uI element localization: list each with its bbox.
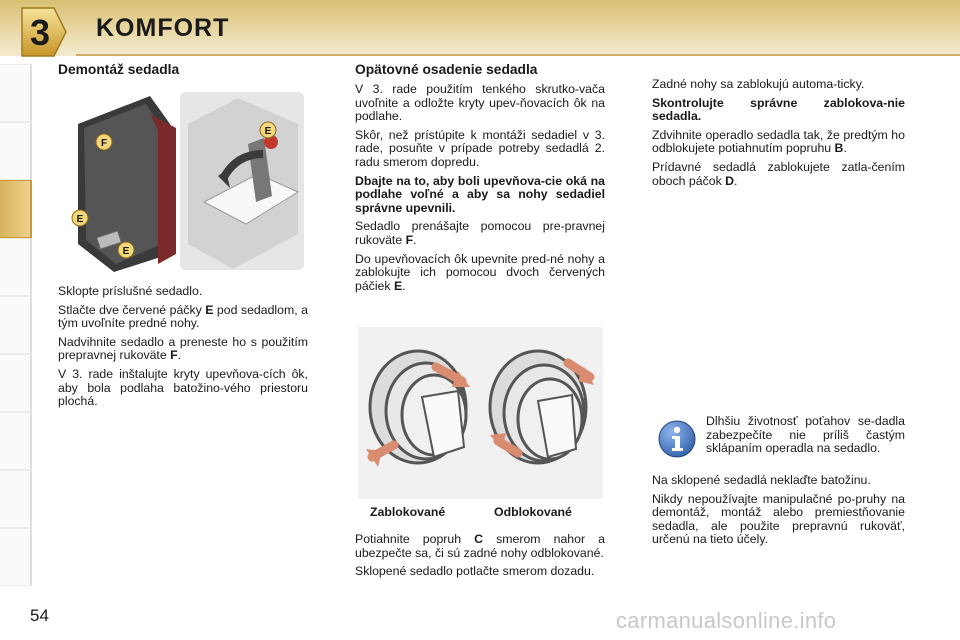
side-tabs bbox=[0, 60, 34, 580]
label-e-badge bbox=[118, 242, 134, 258]
side-tab[interactable] bbox=[0, 238, 32, 296]
seat-back bbox=[84, 104, 162, 264]
info-note bbox=[652, 412, 905, 472]
paragraph: Sedadlo prenášajte pomocou pre-pravnej rukoväte F. bbox=[355, 219, 605, 247]
right-text bbox=[652, 78, 905, 193]
figure-label: E bbox=[76, 214, 84, 225]
chapter-badge-icon bbox=[14, 4, 70, 60]
side-tab-active[interactable] bbox=[0, 180, 32, 238]
side-tab[interactable] bbox=[0, 412, 32, 470]
info-icon bbox=[658, 420, 696, 458]
figure-label: E bbox=[122, 246, 130, 257]
refit-text-bottom bbox=[355, 533, 605, 584]
caption-unlocked: Odblokované bbox=[494, 505, 572, 519]
chapter-header bbox=[0, 0, 960, 60]
figure-label: E bbox=[264, 126, 272, 137]
locked-anchor bbox=[366, 351, 470, 467]
paragraph: Zdvihnite operadlo sedadla tak, že predtým ho odblokujete potiahnutím popruhu B. bbox=[652, 127, 905, 156]
paragraph: Sklopte príslušné sedadlo. bbox=[58, 284, 203, 298]
key-letter: F bbox=[405, 232, 414, 247]
chapter-title: KOMFORT bbox=[96, 14, 230, 42]
paragraph-bold: Skontrolujte správne zablokova-nie sedadla. bbox=[652, 95, 905, 124]
paragraph: Stlačte dve červené páčky E pod sedadlom, a tým uvoľníte predné nohy. bbox=[58, 302, 308, 331]
paragraph: Nadvihnite sedadlo a preneste ho s použitím prepravnej rukoväte F. bbox=[58, 334, 308, 363]
seat-removal-illustration bbox=[58, 84, 308, 274]
label-f-badge bbox=[96, 134, 112, 150]
key-letter: C bbox=[474, 532, 484, 546]
paragraph: Potiahnite popruh C smerom nahor a ubezpečte sa, či sú zadné nohy odblokované. bbox=[355, 532, 605, 560]
watermark: carmanualsonline.info bbox=[616, 608, 837, 633]
paragraph: Prídavné sedadlá zablokujete zatla-čením oboch páčok D. bbox=[652, 159, 905, 188]
paragraph: Zadné nohy sa zablokujú automa-ticky. bbox=[652, 77, 865, 91]
key-letter: E bbox=[205, 302, 214, 317]
section-heading-removal: Demontáž sedadla bbox=[58, 62, 180, 77]
section-heading-refit: Opätovné osadenie sedadla bbox=[355, 62, 538, 77]
info-text: Dlhšiu životnosť poťahov se-dadla zabezpečíte nie príliš častým sklápaním operadla na sedadlo. bbox=[706, 414, 905, 456]
paragraph-bold: Dbajte na to, aby boli upevňova-cie oká na podlahe voľné a aby sa nohy sedadiel správne upevnili. bbox=[355, 173, 605, 215]
key-letter: E bbox=[393, 278, 403, 293]
figure-label: F bbox=[100, 138, 108, 149]
side-tab[interactable] bbox=[0, 470, 32, 528]
paragraph: V 3. rade použitím tenkého skrutko-vača uvoľnite a odložte kryty upev-ňovacích ôk na podlahe. bbox=[355, 82, 605, 124]
paragraph: Skôr, než prístúpite k montáži sedadiel v 3. rade, posuňte v prípade potreby sedadlá 2. radu smerom dopredu. bbox=[355, 127, 605, 169]
key-letter: B bbox=[834, 141, 844, 156]
label-e-badge bbox=[260, 122, 276, 138]
paragraph: Do upevňovacích ôk upevnite pred-né nohy a zablokujte ich pomocou dvoch červených páčiek E. bbox=[355, 251, 605, 293]
lock-state-illustration bbox=[358, 327, 603, 499]
label-e-badge bbox=[72, 210, 88, 226]
paragraph: Sklopené sedadlo potlačte smerom dozadu. bbox=[355, 564, 595, 579]
removal-text bbox=[58, 285, 308, 414]
side-tab[interactable] bbox=[0, 354, 32, 412]
side-tab[interactable] bbox=[0, 296, 32, 354]
side-tab[interactable] bbox=[0, 528, 32, 586]
right-text-bottom bbox=[652, 474, 905, 552]
refit-text bbox=[355, 83, 605, 298]
page-number: 54 bbox=[30, 606, 49, 625]
paragraph: V 3. rade inštalujte kryty upevňova-cích ôk, aby bola podlaha batožino-vého priestoru plochá. bbox=[58, 366, 308, 409]
paragraph: Nikdy nepoužívajte manipulačné po-pruhy na demontáž, montáž alebo premiestňovanie sedadla, ale použite prepravnú rukoväť, určenú na tieto účely. bbox=[652, 491, 905, 547]
header-rule bbox=[76, 54, 960, 56]
side-tab[interactable] bbox=[0, 64, 32, 122]
chapter-number: 3 bbox=[29, 12, 51, 53]
caption-locked: Zablokované bbox=[370, 505, 446, 519]
key-letter: D bbox=[725, 173, 735, 188]
key-letter: F bbox=[170, 348, 178, 363]
side-tab[interactable] bbox=[0, 122, 32, 180]
paragraph: Na sklopené sedadlá neklaďte batožinu. bbox=[652, 473, 871, 487]
